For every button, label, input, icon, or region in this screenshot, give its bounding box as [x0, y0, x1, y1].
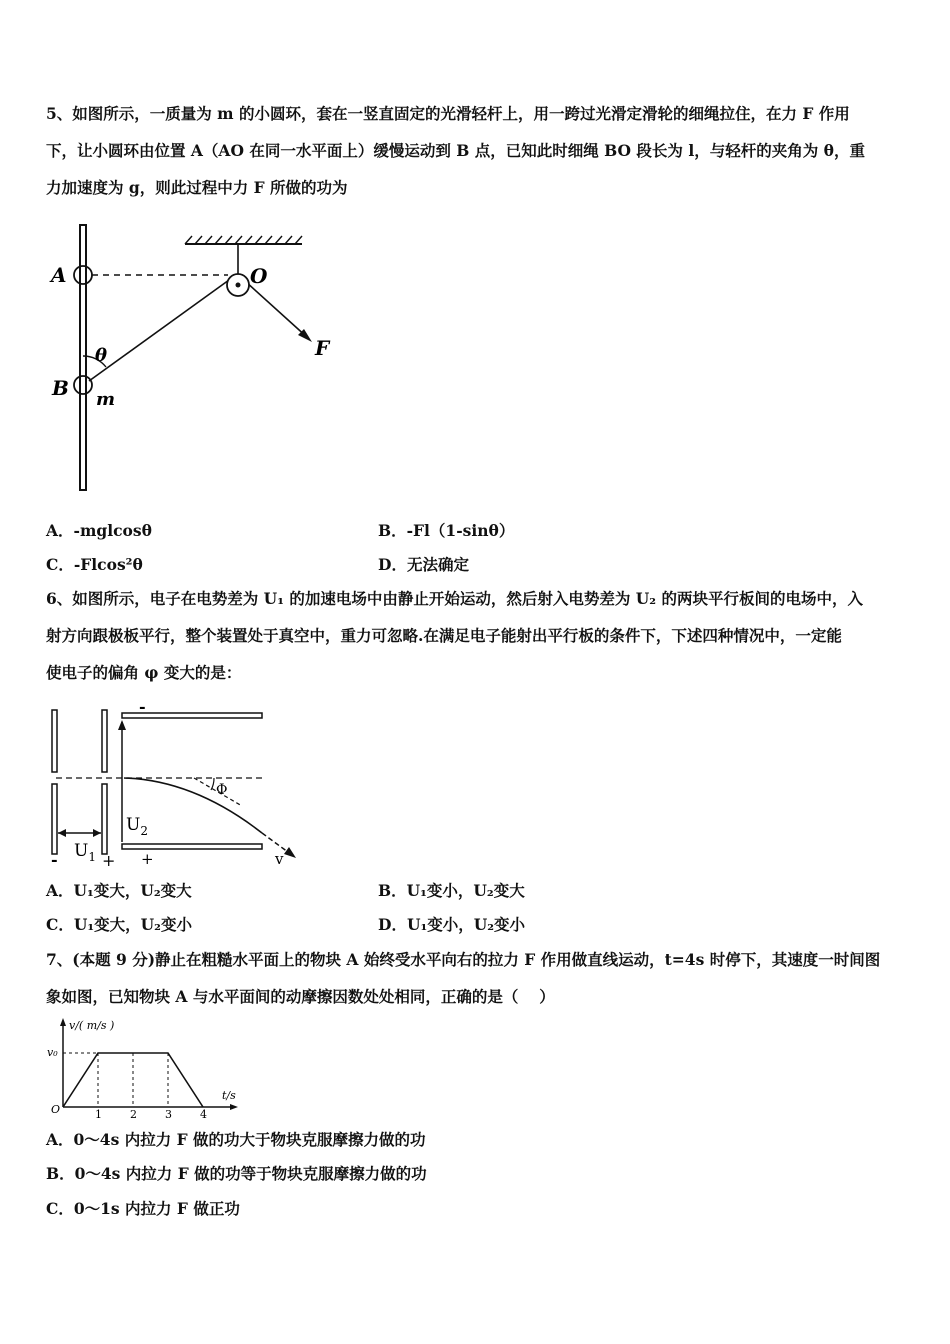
q7-vt-chart [44, 1015, 244, 1121]
ring-A [74, 266, 92, 284]
q7-text-line2: 象如图，已知物块 A 与水平面间的动摩擦因数处处相同，正确的是（ ） [46, 987, 555, 1006]
label-U2: $U_2$ [126, 815, 148, 838]
q7-option-c: C．0～1s 内拉力 F 做正功 [46, 1199, 240, 1218]
q7-option-b: B．0～4s 内拉力 F 做的功等于物块克服摩擦力做的功 [46, 1164, 427, 1183]
label-minus-top: - [139, 697, 146, 716]
label-plus-left: + [102, 851, 116, 870]
q6-figure [44, 697, 304, 870]
x-tick-label-4: 4 [200, 1108, 207, 1121]
label-m: m [96, 389, 116, 410]
q6-text-line1: 6、如图所示，电子在电势差为 U₁ 的加速电场中由静止开始运动，然后射入电势差为 U₂ 的两块平行板间的电场中，入 [46, 589, 863, 608]
q7-option-a: A．0～4s 内拉力 F 做的功大于物块克服摩擦力做的功 [46, 1130, 426, 1149]
q5-text-line2: 下，让小圆环由位置 A（AO 在同一水平面上）缓慢运动到 B 点，已知此时细绳 BO 段长为 l，与轻杆的夹角为 θ，重 [46, 141, 865, 160]
y-axis-label: v/( m/s ) [69, 1019, 115, 1032]
x-tick-label-1: 1 [95, 1108, 102, 1121]
q6-option-b: B．U₁变小，U₂变大 [378, 881, 525, 900]
bottom-plate [122, 844, 262, 849]
x-tick-label-2: 2 [130, 1108, 137, 1121]
label-O: O [250, 264, 268, 288]
q6-text-line3: 使电子的偏角 φ 变大的是： [46, 663, 242, 682]
label-A: A [51, 263, 67, 287]
label-phi: Φ [216, 782, 228, 798]
q6-option-d: D．U₁变小，U₂变小 [378, 915, 526, 934]
q5-option-d: D．无法确定 [378, 555, 469, 574]
label-minus-left: - [51, 850, 58, 869]
q5-text-line3: 力加速度为 g，则此过程中力 F 所做的功为 [46, 178, 348, 197]
q7-text-line1: 7、(本题 9 分)静止在粗糙水平面上的物块 A 始终受水平向右的拉力 F 作用做直线运动，t=4s 时停下，其速度一时间图 [46, 950, 881, 969]
label-v: v [275, 850, 284, 868]
x-axis-label: t/s [222, 1089, 236, 1102]
q5-text-line1: 5、如图所示，一质量为 m 的小圆环，套在一竖直固定的光滑轻杆上，用一跨过光滑定滑轮的细绳拉住，在力 F 作用 [46, 104, 850, 123]
q5-option-a: A．-mglcosθ [46, 521, 152, 540]
ceiling-hatch [185, 236, 302, 244]
origin-label: O [51, 1103, 61, 1116]
label-theta: θ [95, 345, 108, 366]
rope-OF [245, 281, 308, 338]
label-B: B [52, 376, 69, 400]
x-tick-label-3: 3 [165, 1108, 172, 1121]
q5-figure [40, 225, 350, 495]
q5-option-b: B．-Fl（1-sinθ） [378, 521, 515, 540]
rod [80, 225, 86, 490]
label-plus-bottom: + [141, 850, 154, 868]
v0-label: v₀ [47, 1046, 58, 1059]
q6-option-c: C．U₁变大，U₂变小 [46, 915, 192, 934]
q6-text-line2: 射方向跟极板平行，整个装置处于真空中，重力可忽略.在满足电子能射出平行板的条件下，下述四种情况中，一定能 [46, 626, 842, 645]
rope-BO [89, 280, 229, 381]
label-F: F [315, 336, 330, 360]
q6-option-a: A．U₁变大，U₂变大 [46, 881, 192, 900]
label-U1: $U_1$ [74, 841, 96, 864]
q5-option-c: C．-Flcos²θ [46, 555, 143, 574]
ring-B [74, 376, 92, 394]
